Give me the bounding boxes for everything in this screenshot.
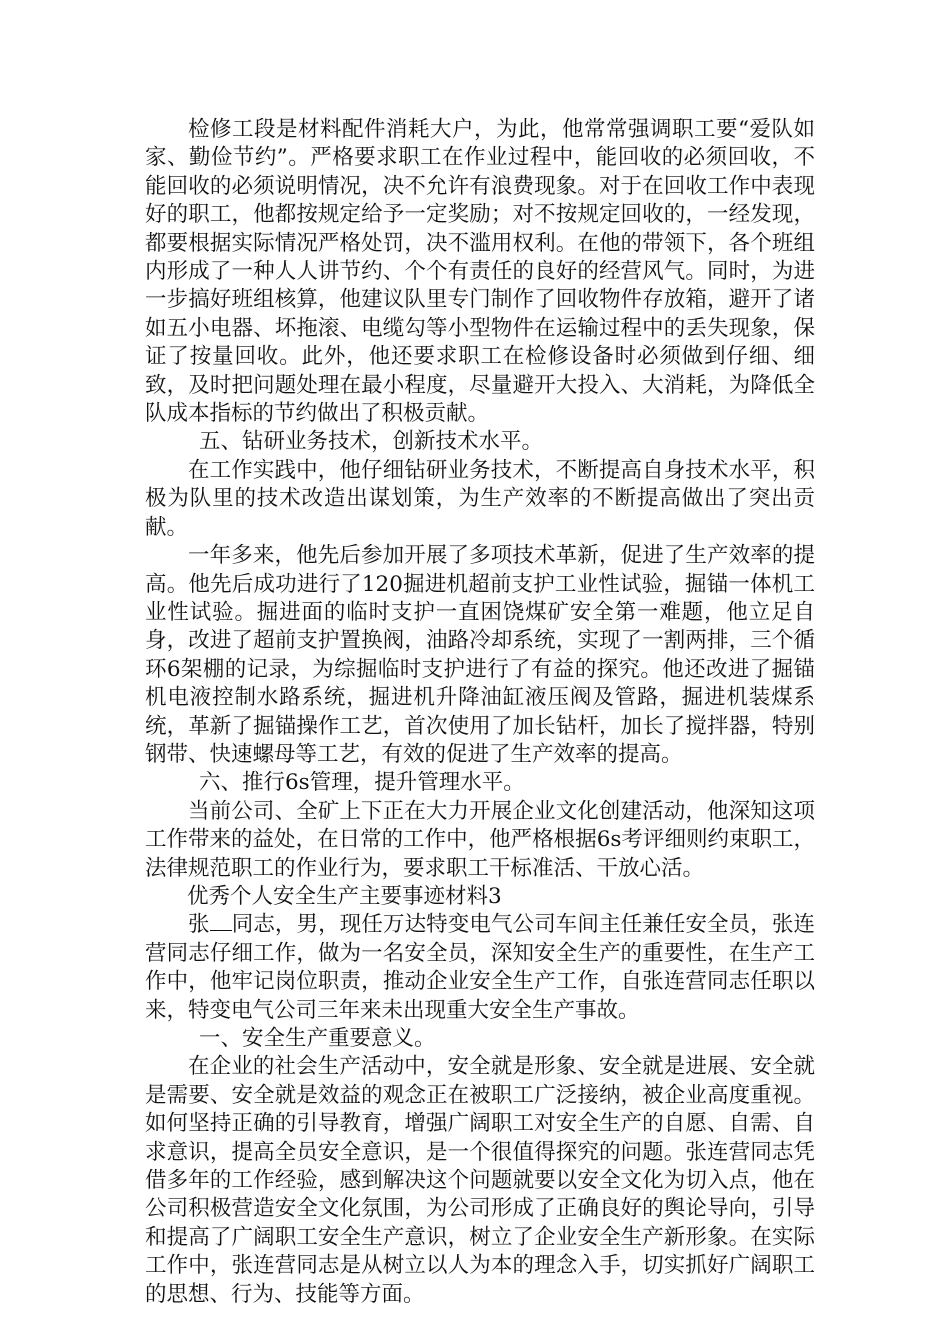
- intro-rest: 同志，男，现任万达特变电气公司车间主任兼任安全员，张连营同志仔细工作，做为一名安全员，深知安全生产的重要性，在生产工作中，他牢记岗位职责，推动企业安全生产工作，自张连营同志任职以来，特变电气公司三年来未出现重大安全生产事故。: [145, 912, 815, 1023]
- paragraph-tech-innovation: 一年多来，他先后参加开展了多项技术革新，促进了生产效率的提高。他先后成功进行了120掘进机超前支护工业性试验，掘锚一体机工业性试验。掘进面的临时支护一直困饶煤矿安全第一难题，他立足自身，改进了超前支护置换阀，油路冷却系统，实现了一割两排，三个循环6架棚的记录，为综掘临时支护进行了有益的探究。他还改进了掘锚机电液控制水路系统，掘进机升降油缸液压阀及管路，掘进机装煤系统，革新了掘锚操作工艺，首次使用了加长钻杆，加长了搅拌器，特别钢带、快速螺母等工艺，有效的促进了生产效率的提高。: [145, 543, 815, 767]
- paragraph-safety-significance: 在企业的社会生产活动中，安全就是形象、安全就是进展、安全就是需要、安全就是效益的观念正在被职工广泛接纳，被企业高度重视。如何坚持正确的引导教育，增强广阔职工对安全生产的自愿、自需、自求意识，提高全员安全意识，是一个很值得探究的问题。张连营同志凭借多年的工作经验，感到解决这个问题就要以安全文化为切入点，他在公司积极营造安全文化氛围，为公司形成了正确良好的舆论导向，引导和提高了广阔职工安全生产意识，树立了企业安全生产新形象。在实际工作中，张连营同志是从树立以人为本的理念入手，切实抓好广阔职工的思想、行为、技能等方面。: [145, 1054, 815, 1307]
- intro-surname: 张: [188, 912, 210, 938]
- name-blank: [210, 912, 232, 931]
- paragraph-6s-management: 当前公司、全矿上下正在大力开展企业文化创建活动，他深知这项工作带来的益处，在日常的工作中，他严格根据6s考评细则约束职工，法律规范职工的作业行为，要求职工干标准活、干放心活。: [145, 798, 815, 881]
- paragraph-intro-zhang: [145, 911, 815, 1025]
- material-title-3: 优秀个人安全生产主要事迹材料3: [187, 883, 502, 909]
- section-heading-6: 六、推行6s管理，提升管理水平。: [199, 770, 525, 796]
- paragraph-tech-study: 在工作实践中，他仔细钻研业务技术，不断提高自身技术水平，积极为队里的技术改造出谋划策，为生产效率的不断提高做出了突出贡献。: [145, 457, 815, 540]
- document-page: [145, 116, 815, 1309]
- section-heading-1: 一、安全生产重要意义。: [199, 1026, 436, 1051]
- section-heading-5: 五、钻研业务技术，创新技术水平。: [199, 429, 544, 455]
- paragraph-material-saving: 检修工段是材料配件消耗大户，为此，他常常强调职工要“爱队如家、勤俭节约”。严格要求职工在作业过程中，能回收的必须回收，不能回收的必须说明情况，决不允许有浪费现象。对于在回收工作中表现好的职工，他都按规定给予一定奖励；对不按规定回收的，一经发现，都要根据实际情况严格处罚，决不滥用权利。在他的带领下，各个班组内形成了一种人人讲节约、个个有责任的良好的经营风气。同时，为进一步搞好班组核算，他建议队里专门制作了回收物件存放箱，避开了诸如五小电器、坏拖滚、电缆勾等小型物件在运输过程中的丢失现象，保证了按量回收。此外，他还要求职工在检修设备时必须做到仔细、细致，及时把问题处理在最小程度，尽量避开大投入、大消耗，为降低全队成本指标的节约做出了积极贡献。: [145, 117, 815, 427]
